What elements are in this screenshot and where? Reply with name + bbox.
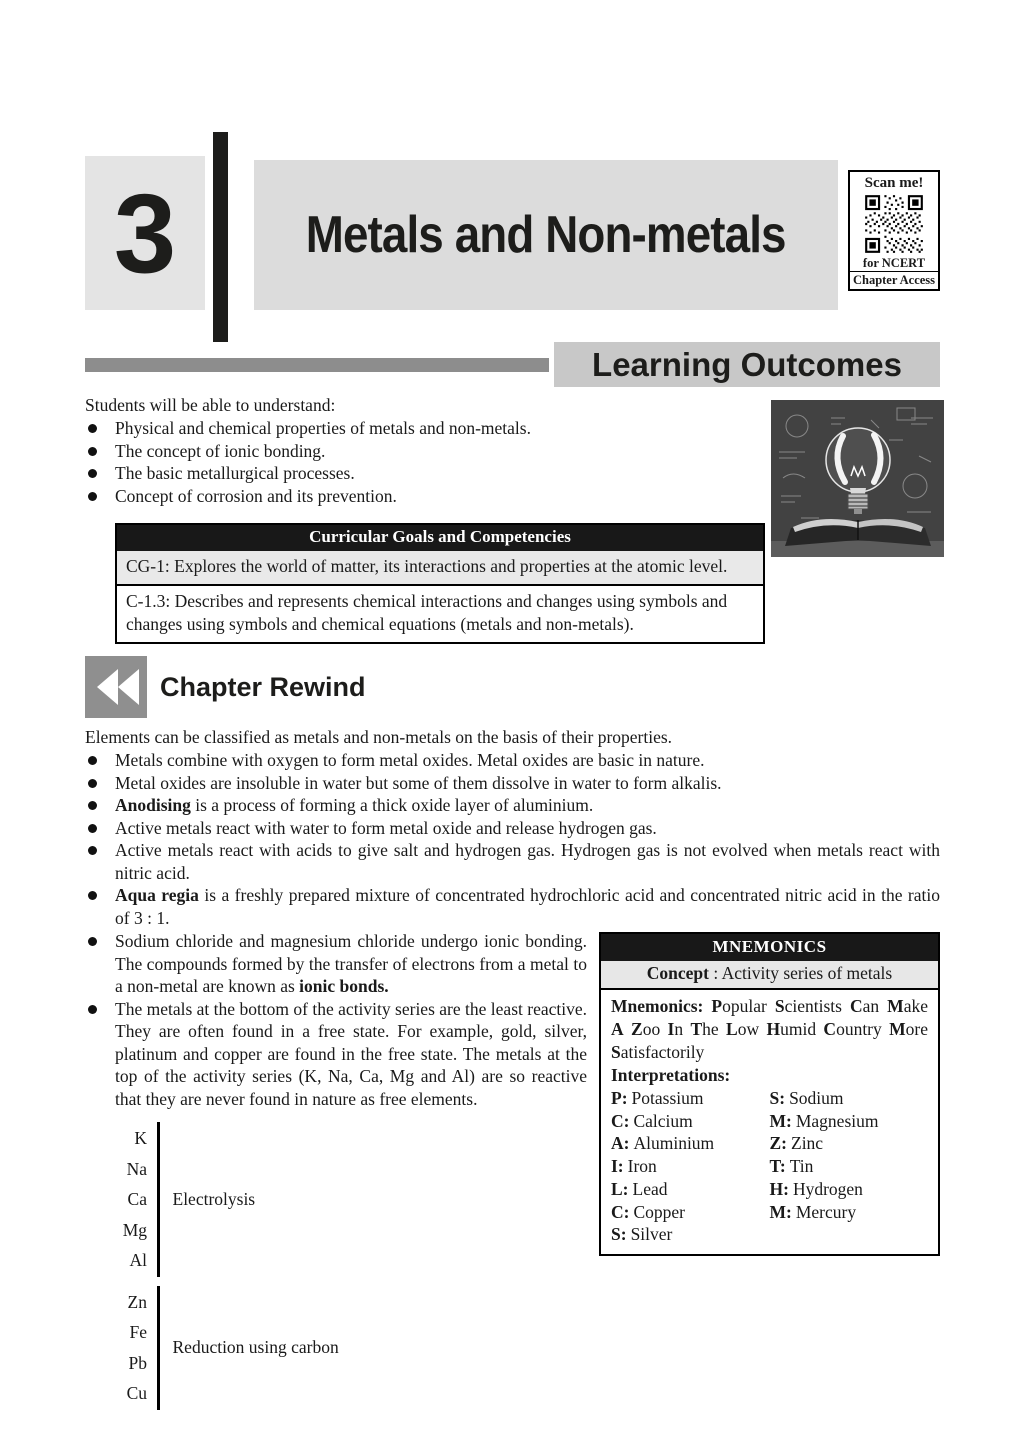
interpretation-item: A: Aluminium (611, 1133, 715, 1154)
divider-bar (85, 358, 549, 372)
qr-caption-line1: for NCERT (862, 256, 926, 270)
interpretation-item: S: Sodium (769, 1088, 844, 1108)
qr-code-icon (863, 193, 925, 255)
interpretation-item: M: Mercury (769, 1201, 857, 1222)
list-item: Sodium chloride and magnesium chloride undergo ionic bonding. The compounds formed by the transfer of electrons from a metal to a non-metal are known as ionic bonds. (85, 930, 587, 998)
interpretation-item: C: Copper (611, 1201, 685, 1222)
curricular-goal-cg1: CG-1: Explores the world of matter, its interactions and properties at the atomic level. (117, 551, 763, 586)
list-item: Physical and chemical properties of metals and non-metals. (85, 417, 745, 440)
list-item: Aqua regia is a freshly prepared mixture of concentrated hydrochloric acid and concentrated nitric acid in the ratio of 3 : 1. (85, 884, 940, 929)
element-symbol: Mg (122, 1219, 147, 1240)
interpretation-item: C: Calcium (611, 1110, 693, 1131)
mnemonics-box (599, 932, 940, 1256)
interpretation-item: P: Potassium (611, 1088, 704, 1108)
vertical-divider (213, 132, 228, 342)
bullet-icon (88, 937, 97, 946)
bullet-icon (88, 447, 97, 456)
learning-outcomes-intro: Students will be able to understand: (85, 395, 336, 415)
activity-group-carbon-reduction (87, 1286, 587, 1410)
mnemonics-concept: Concept : Activity series of metals (601, 961, 938, 990)
curricular-goal-c13: C-1.3: Describes and represents chemical interactions and changes using symbols and changes using symbols and chemical equations (metals and non-metals). (126, 591, 728, 634)
list-item: Anodising is a process of forming a thick oxide layer of aluminium. (85, 794, 940, 817)
qr-panel (848, 170, 940, 291)
element-column (87, 1286, 157, 1410)
activity-group-electrolysis (87, 1122, 587, 1277)
list-item: Active metals react with water to form metal oxide and release hydrogen gas. (85, 817, 940, 840)
bullet-icon (88, 801, 97, 810)
bullet-icon (88, 756, 97, 765)
qr-caption-line2: Chapter Access (850, 271, 938, 289)
bullet-icon (88, 492, 97, 501)
mnemonics-heading: MNEMONICS (601, 934, 938, 961)
interpretations-label: Interpretations: (611, 1065, 731, 1085)
interpretation-item: M: Magnesium (769, 1110, 879, 1131)
bullet-icon (88, 1005, 97, 1014)
two-column-section (85, 930, 940, 1419)
interpretation-item: Z: Zinc (769, 1133, 824, 1154)
activity-series-diagram (87, 1122, 587, 1410)
section-heading-chapter-rewind: Chapter Rewind (160, 671, 366, 702)
list-item: Metals combine with oxygen to form metal oxides. Metal oxides are basic in nature. (85, 749, 940, 772)
qr-scan-label: Scan me! (864, 175, 924, 191)
page-title: Metals and Non-metals (306, 206, 786, 264)
left-column (85, 930, 599, 1419)
section-heading-learning-outcomes: Learning Outcomes (554, 342, 940, 387)
list-item: The metals at the bottom of the activity series are the least reactive. They are often found in a free state. For example, gold, silver, platinum and copper are found in the free state. The metals at the top of the activity series (K, Na, Ca, Mg and Al) are so reactive that they are never found in nature as free elements. (85, 998, 587, 1111)
interpretation-item: T: Tin (769, 1156, 814, 1177)
chapter-photo (770, 400, 945, 557)
element-symbol: Al (129, 1250, 147, 1270)
interpretation-item: L: Lead (611, 1178, 668, 1199)
mnemonics-body (601, 990, 938, 1254)
extraction-method-label: Electrolysis (172, 1188, 256, 1209)
chapter-title-box (254, 160, 838, 310)
bullet-icon (88, 846, 97, 855)
element-column (87, 1122, 157, 1277)
element-symbol: Zn (127, 1291, 147, 1312)
bullet-icon (88, 824, 97, 833)
list-item: Concept of corrosion and its prevention. (85, 485, 745, 508)
list-item: Metal oxides are insoluble in water but some of them dissolve in water to form alkalis. (85, 772, 940, 795)
bullet-icon (88, 424, 97, 433)
interpretation-item: S: Silver (611, 1224, 673, 1245)
curricular-goals-box (115, 523, 765, 644)
bullet-icon (88, 779, 97, 788)
element-symbol: K (134, 1128, 147, 1148)
element-symbol: Cu (126, 1383, 147, 1403)
summary-bullet-list-continued (85, 930, 587, 1110)
learning-outcomes-list (85, 394, 745, 507)
mnemonic-sentence: Mnemonics: Popular Scientists Can Make A Zoo In The Low Humid Country More Satisfactorily (611, 996, 928, 1062)
interpretations-columns (611, 1087, 928, 1246)
chapter-rewind-intro: Elements can be classified as metals and non-metals on the basis of their properties. (85, 727, 673, 747)
rewind-icon (85, 656, 147, 718)
interpretations-right-column (770, 1087, 929, 1246)
list-item: The concept of ionic bonding. (85, 440, 745, 463)
curricular-goals-heading: Curricular Goals and Competencies (117, 525, 763, 551)
extraction-method-label: Reduction using carbon (172, 1337, 339, 1357)
interpretation-item: I: Iron (611, 1156, 657, 1177)
list-item: The basic metallurgical processes. (85, 462, 745, 485)
interpretation-item: H: Hydrogen (769, 1178, 863, 1199)
chapter-number: 3 (85, 156, 205, 310)
interpretations-left-column (611, 1087, 770, 1246)
element-symbol: Pb (128, 1352, 147, 1373)
bullet-list (85, 417, 745, 507)
bullet-icon (88, 469, 97, 478)
element-symbol: Na (126, 1158, 147, 1179)
element-symbol: Ca (127, 1189, 147, 1209)
bullet-icon (88, 891, 97, 900)
list-item: Active metals react with acids to give salt and hydrogen gas. Hydrogen gas is not evolved when metals react with nitric acid. (85, 839, 940, 884)
learning-outcomes-header (85, 342, 940, 387)
element-symbol: Fe (129, 1322, 147, 1342)
summary-bullet-list (85, 749, 940, 929)
chapter-rewind-header (85, 656, 940, 718)
chapter-header (85, 130, 940, 342)
